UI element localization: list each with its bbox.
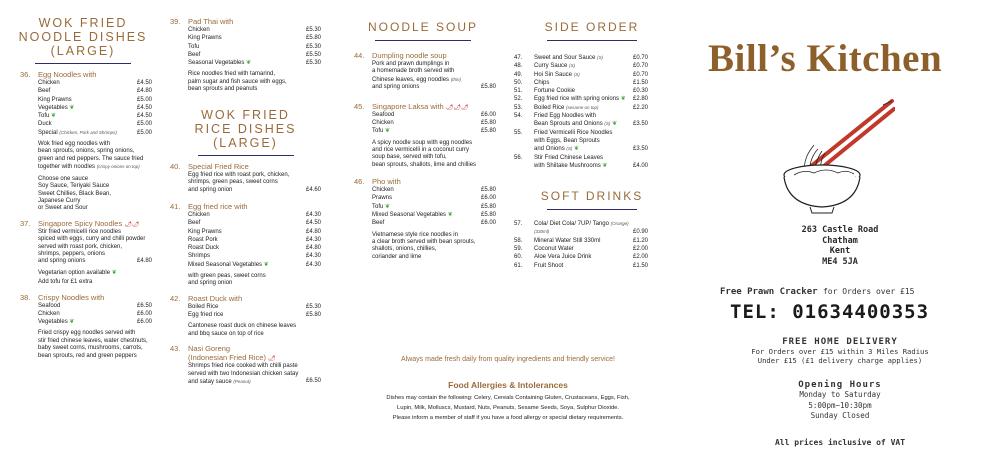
menu-item: Beef £6.00	[372, 220, 496, 227]
leaf-icon: ❦	[620, 96, 626, 103]
column-noodle-soup	[338, 0, 508, 261]
opening-hours: Opening Hours Monday to Saturday 5:00pm−10:30pm Sunday Closed	[798, 380, 882, 420]
dish-37-title: 37. Singapore Spicy Noodles 🌶🌶	[20, 218, 140, 228]
dish-39-title: 39. Pad Thai with	[170, 17, 234, 26]
side-order-list	[508, 54, 676, 170]
leaf-icon: ❦	[246, 60, 252, 67]
prawn-cracker-offer: Free Prawn Cracker for Orders over £15	[720, 287, 915, 297]
dish-description: Wok fried egg noodles with bean sprouts, onions, spring onions, green and red peppers. The sauce fried together with noodles (crispy onions on top)	[38, 141, 144, 171]
list-item: 59. Coconut Water £2.00	[514, 246, 648, 253]
menu-item: Duck £5.00	[38, 121, 152, 128]
list-item: 54. Fried Egg Noodles with	[514, 113, 597, 120]
dish-description: Cantonese roast duck on chinese leaves and bbq sauce on top of rice	[188, 323, 297, 337]
dish-description: Pork and prawn dumplings in a homemade broth served with Chinese leaves, egg noodles (thin) and spring onions £5.80	[372, 61, 496, 91]
chili-icon: 🌶🌶	[124, 221, 140, 228]
menu-item: King Prawns £4.80	[188, 228, 321, 235]
menu-item: Mixed Seasonal Vegetables ❦ £5.80	[372, 212, 496, 219]
menu-item: Vegetables ❦ £6.00	[38, 319, 152, 326]
list-item: 53. Boiled Rice (sesame on top) £2.20	[514, 104, 648, 111]
leaf-icon: ❦	[385, 128, 391, 135]
menu-item: Chicken £4.30	[188, 211, 321, 218]
section-heading-side-order: SIDE ORDER	[544, 20, 640, 34]
list-item: 57. Cola/ Diet Cola/ 7UP/ Tango (Orange)	[514, 221, 629, 228]
heading-underline	[35, 63, 131, 64]
leaf-icon: ❦	[111, 269, 117, 276]
dish-description: Egg fried rice with roast pork, chicken, shrimps, green peas, sweet corns and spring onion £4.60	[188, 171, 321, 193]
leaf-icon: ❦	[574, 146, 580, 153]
allergy-title: Food Allergies & Intolerances	[448, 380, 568, 390]
dish-45-title: 45. Singapore Laksa with 🌶🌶🌶	[354, 101, 469, 111]
menu-item: Chicken £5.30	[188, 27, 321, 33]
dish-38-title: 38. Crispy Noodles with	[20, 292, 105, 302]
dish-description: Fried crispy egg noodles served with stir fried chinese leaves, water chestnuts, baby sweet corns, mushrooms, carrots, bean sprouts, red and green peppers	[38, 330, 148, 359]
dish-41-title: 41. Egg fried rice with	[170, 201, 248, 211]
restaurant-logo: Bill’s Kitchen	[708, 37, 943, 80]
delivery-info: FREE HOME DELIVERY For Orders over £15 within 3 Miles Radius Under £15 (£1 delivery charge applies)	[751, 337, 929, 365]
heading-underline	[375, 40, 471, 41]
leaf-icon: ❦	[263, 261, 269, 268]
vat-note: All prices inclusive of VAT	[774, 438, 906, 447]
dish-42-title: 42. Roast Duck with	[170, 293, 243, 303]
menu-item: King Prawns £5.80	[188, 35, 321, 42]
heading-line: WOK FRIED	[38, 16, 128, 30]
menu-item: Boiled Rice £5.30	[188, 303, 321, 310]
sauce-options: Choose one sauce Soy Sauce, Teriyaki Sauce Sweet Chillies, Black Bean, Japanese Curry or Sweet and Sour	[38, 175, 112, 212]
leaf-icon: ❦	[447, 212, 453, 219]
section-heading-noodle-soup: NOODLE SOUP	[367, 20, 479, 34]
menu-item: Beef £5.50	[188, 51, 321, 58]
heading-line: RICE DISHES	[194, 121, 297, 136]
menu-item: Seafood £6.50	[38, 302, 152, 309]
section-heading-rice-dishes	[170, 108, 321, 150]
dish-description: Stir fried vermicelli rice noodles spiced with eggs, curry and chilli powder served with roast pork, chicken, shrimps, peppers, onions and spring onions £4.80	[38, 228, 152, 265]
menu-item: Chicken £4.50	[38, 80, 152, 86]
menu-item: Tofu £5.30	[188, 43, 321, 50]
list-item-cont: with Eggs, Bean Sprouts	[534, 137, 600, 144]
dish-description: with green peas, sweet corns and spring onion	[188, 273, 266, 287]
dish-36-title: 36. Egg Noodles with	[20, 70, 97, 79]
menu-item: Special (Chicken, Pork and Shrimps) £5.00	[38, 129, 152, 136]
dish-description: Vietnamese style rice noodles in a clear broth served with bean sprouts, shallots, onions, chillies, coriander and lime	[372, 231, 476, 260]
leaf-icon: ❦	[602, 162, 608, 169]
list-item-cont: with Shiitake Mushrooms ❦ £4.00	[534, 162, 648, 169]
allergy-body: Dishes may contain the following: Celery, Cereals Containing Gluten, Crustaceans, Eggs, Fish, Lupin, Milk, Molluscs, Mustard, Nuts, Peanuts, Sesame Seeds, Soya, Sulphur Dioxide. Please inform a member of staff if you have a food allergy or special dietary requirements.	[386, 395, 630, 421]
brand-panel	[680, 0, 1000, 466]
dish-description: Shrimps fried rice cooked with chilli paste served with two Indonesian chicken satay and satay sauce (Peanut) £6.50	[188, 363, 321, 386]
menu-item: Chicken £6.00	[38, 310, 152, 317]
heading-underline	[547, 209, 637, 210]
section-heading-soft-drinks: SOFT DRINKS	[540, 189, 644, 204]
list-item: 47. Sweet and Sour Sauce (S) £0.70	[514, 55, 648, 61]
noodle-bowl-icon	[780, 95, 895, 215]
list-item: 49. Hoi Sin Sauce (S) £0.70	[514, 71, 648, 78]
list-item: 61. Fruit Shoot £1.50	[514, 262, 648, 269]
list-item: 56. Stir Fried Chinese Leaves	[514, 154, 604, 161]
heading-underline	[547, 40, 637, 41]
heading-underline	[198, 155, 294, 156]
list-item: 52. Egg fried rice with spring onions ❦ £2.80	[514, 96, 648, 103]
leaf-icon: ❦	[612, 121, 618, 128]
list-item: 60. Aloe Vera Juice Drink £2.00	[514, 254, 648, 261]
menu-item: Tofu ❦ £5.80	[372, 203, 496, 210]
heading-line: WOK FRIED	[201, 107, 290, 122]
menu-item: Prawns £6.00	[372, 195, 496, 202]
menu-item: Seafood £6.00	[372, 111, 496, 118]
menu-item: King Prawns £5.00	[38, 96, 152, 103]
dish-description: Rice noodles fried with tamarind, palm sugar and fish sauce with eggs, bean sprouts and peanuts	[188, 71, 287, 93]
menu-item: Vegetables ❦ £4.50	[38, 104, 152, 111]
section-heading-noodle-dishes	[0, 16, 166, 58]
allergy-notice	[338, 380, 678, 423]
menu-item: Chicken £5.80	[372, 119, 496, 126]
veg-option: Vegetarian option available ❦	[38, 269, 117, 276]
list-item: 50. Chips £1.50	[514, 79, 648, 86]
leaf-icon: ❦	[69, 104, 75, 111]
menu-item: Chicken £5.80	[372, 187, 496, 194]
dish-40-title: 40. Special Fried Rice	[170, 161, 249, 171]
dish-43-title: 43. Nasi Goreng	[170, 344, 231, 354]
column-pad-thai-rice	[170, 0, 335, 386]
heading-line: NOODLE DISHES	[18, 30, 148, 44]
list-item-cont: and Onions (S) ❦ £3.50	[534, 146, 648, 153]
menu-item: Shrimps £4.30	[188, 253, 321, 260]
list-item: 51. Fortune Cookie £0.30	[514, 88, 648, 95]
menu-item: Beef £4.80	[38, 88, 152, 95]
list-item: 55. Fried Vermicelli Rice Noodles	[514, 129, 613, 136]
leaf-icon: ❦	[51, 113, 57, 120]
dish-description: A spicy noodle soup with egg noodles and rice vermicelli in a coconut curry soup base, served with tofu, bean sprouts, shallots, lime and chillies	[372, 139, 477, 168]
dish-43-subtitle: (Indonesian Fried Rice) 🌶	[188, 353, 276, 363]
menu-item: Roast Pork £4.30	[188, 236, 321, 243]
column-side-order	[508, 0, 676, 270]
list-item: 48. Curry Sauce (S) £0.70	[514, 63, 648, 70]
menu-item: Beef £4.50	[188, 220, 321, 227]
phone-number: TEL: 01634400353	[730, 301, 930, 323]
list-item-cont: Bean Sprouts and Onions (S) ❦ £3.50	[534, 121, 648, 128]
menu-item: Tofu ❦ £4.50	[38, 113, 152, 120]
menu-item: Roast Duck £4.80	[188, 245, 321, 252]
tofu-extra: Add tofu for £1 extra	[38, 279, 93, 286]
menu-item: Mixed Seasonal Vegetables ❦ £4.30	[188, 261, 321, 268]
list-item-cont: (330ml) £0.90	[534, 229, 648, 236]
dish-44-title: 44. Dumpling noodle soup	[354, 51, 447, 60]
chili-icon: 🌶	[268, 356, 276, 363]
column-noodle-dishes	[0, 0, 166, 360]
dish-46-title: 46. Pho with	[354, 177, 401, 187]
list-item: 58. Mineral Water Still 330ml £1.20	[514, 237, 648, 244]
address: 263 Castle Road Chatham Kent ME4 5JA	[801, 225, 879, 267]
freshness-note: Always made fresh daily from quality ingredients and friendly service!	[401, 356, 615, 363]
leaf-icon: ❦	[385, 203, 391, 210]
soft-drinks-list	[508, 220, 676, 270]
leaf-icon: ❦	[69, 319, 75, 326]
menu-item: Seasonal Vegetables ❦ £5.30	[188, 60, 321, 67]
menu-item: Tofu ❦ £5.80	[372, 128, 496, 135]
heading-line: (LARGE)	[213, 135, 278, 150]
heading-line: (LARGE)	[50, 44, 116, 58]
chili-icon: 🌶🌶🌶	[445, 104, 469, 111]
menu-item: Egg fried rice £5.80	[188, 312, 321, 319]
